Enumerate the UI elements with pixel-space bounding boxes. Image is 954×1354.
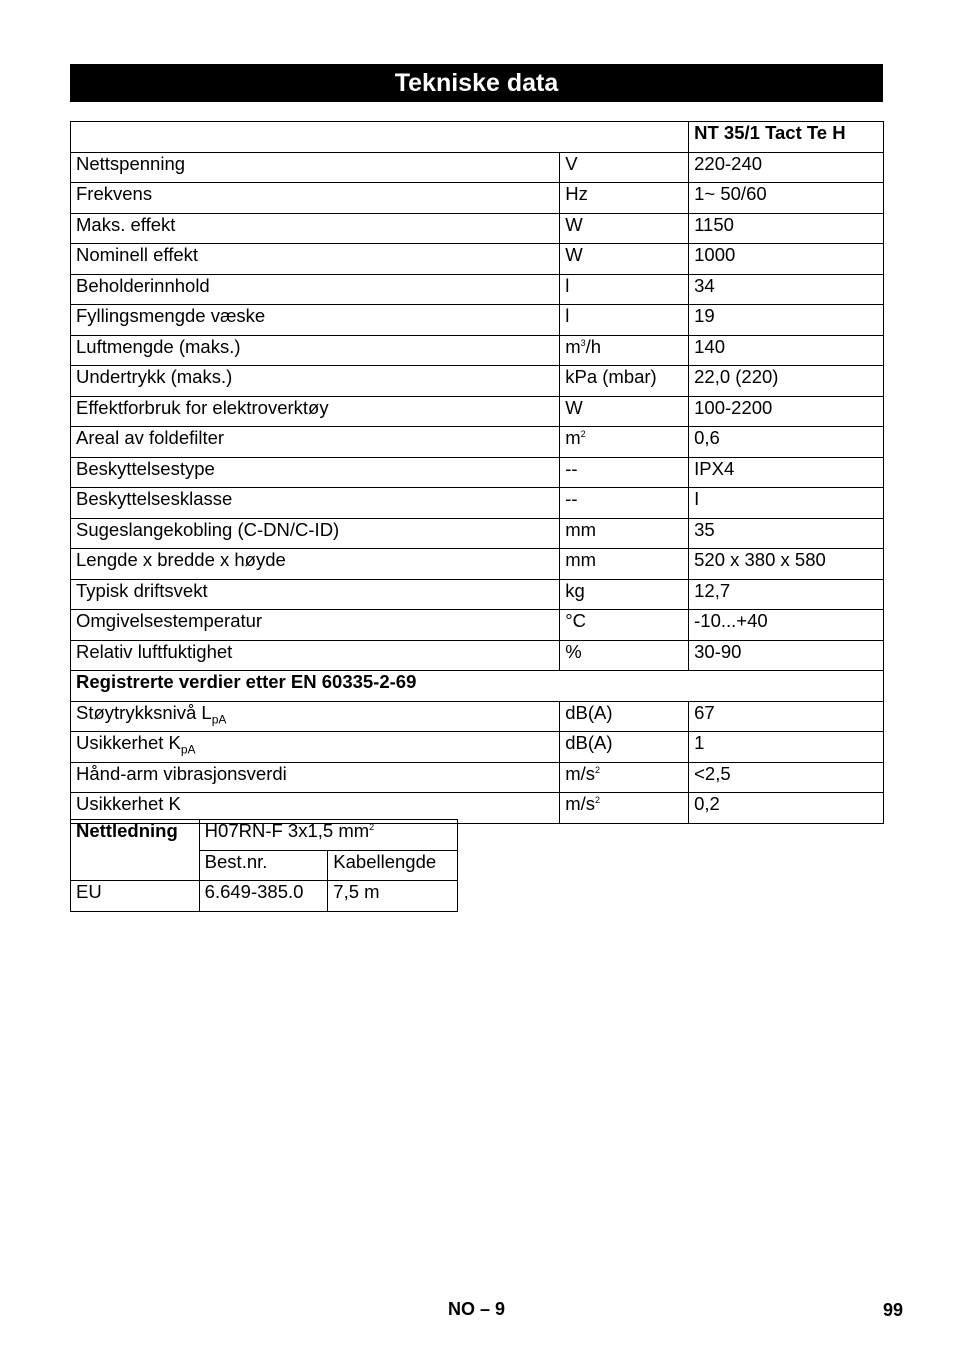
unit-superscript: 2 <box>580 428 586 439</box>
spec-unit: l <box>560 305 689 336</box>
table-row <box>71 335 884 366</box>
table-row <box>71 820 458 851</box>
spec-table <box>70 121 884 824</box>
spec-unit: dB(A) <box>560 732 689 763</box>
spec-unit: W <box>560 244 689 275</box>
cord-type-superscript: 2 <box>369 821 375 832</box>
spec-label: Beholderinnhold <box>71 274 560 305</box>
spec-value: 1150 <box>689 213 884 244</box>
unit-tail: /h <box>585 335 602 357</box>
table-row <box>71 213 884 244</box>
spec-label: Beskyttelsesklasse <box>71 488 560 519</box>
unit-superscript: 2 <box>595 794 601 805</box>
spec-unit <box>560 762 689 793</box>
spec-value: 520 x 380 x 580 <box>689 549 884 580</box>
spec-unit: kPa (mbar) <box>560 366 689 397</box>
cord-partno: 6.649-385.0 <box>199 881 328 912</box>
spec-label: Lengde x bredde x høyde <box>71 549 560 580</box>
unit-superscript: 3 <box>580 337 586 348</box>
spec-unit: Hz <box>560 183 689 214</box>
section-heading: Registrerte verdier etter EN 60335-2-69 <box>71 671 884 702</box>
spec-label: Areal av foldefilter <box>71 427 560 458</box>
spec-value: <2,5 <box>689 762 884 793</box>
spec-label: Sugeslangekobling (C-DN/C-ID) <box>71 518 560 549</box>
spec-label: Beskyttelsestype <box>71 457 560 488</box>
cord-region: EU <box>71 881 200 912</box>
spec-value: 1 <box>689 732 884 763</box>
spec-unit: mm <box>560 518 689 549</box>
spec-unit: -- <box>560 488 689 519</box>
page-title: Tekniske data <box>70 64 883 102</box>
spec-value: 19 <box>689 305 884 336</box>
table-row <box>71 610 884 641</box>
unit-base: m <box>565 427 581 448</box>
table-row <box>71 579 884 610</box>
spec-value: 22,0 (220) <box>689 366 884 397</box>
spec-value: -10...+40 <box>689 610 884 641</box>
table-row <box>71 183 884 214</box>
spec-label: Typisk driftsvekt <box>71 579 560 610</box>
spec-label: Hånd-arm vibrasjonsverdi <box>71 762 560 793</box>
label-subscript: pA <box>180 742 196 757</box>
table-row <box>71 427 884 458</box>
spec-value: 34 <box>689 274 884 305</box>
label-subscript: pA <box>211 712 227 727</box>
label-base: Usikkerhet K <box>76 732 181 753</box>
spec-value: I <box>689 488 884 519</box>
table-row <box>71 732 884 763</box>
spec-label: Nettspenning <box>71 152 560 183</box>
table-row <box>71 366 884 397</box>
table-row <box>71 305 884 336</box>
column-header-length: Kabellengde <box>328 850 458 881</box>
spec-unit: W <box>560 396 689 427</box>
spec-unit: W <box>560 213 689 244</box>
cord-type-base: H07RN-F 3x1,5 mm <box>204 820 370 841</box>
table-row <box>71 488 884 519</box>
spec-label: Frekvens <box>71 183 560 214</box>
table-row <box>71 122 884 153</box>
spec-unit: dB(A) <box>560 701 689 732</box>
unit-superscript: 2 <box>595 764 601 775</box>
spec-label: Luftmengde (maks.) <box>71 335 560 366</box>
table-row <box>71 152 884 183</box>
spec-value: 12,7 <box>689 579 884 610</box>
spec-label: Nominell effekt <box>71 244 560 275</box>
spec-unit: -- <box>560 457 689 488</box>
label-base: Støytrykksnivå L <box>76 701 212 723</box>
spec-value: 0,2 <box>689 793 884 824</box>
spec-unit: V <box>560 152 689 183</box>
table-row <box>71 518 884 549</box>
table-row <box>71 244 884 275</box>
spec-value: 140 <box>689 335 884 366</box>
unit-base: m <box>565 335 581 357</box>
spec-value: 220-240 <box>689 152 884 183</box>
spec-unit <box>560 793 689 824</box>
table-row <box>71 396 884 427</box>
spec-value: 67 <box>689 701 884 732</box>
cord-heading: Nettledning <box>71 820 200 881</box>
spec-unit: l <box>560 274 689 305</box>
table-row <box>71 549 884 580</box>
table-header-empty <box>71 122 689 153</box>
spec-unit: % <box>560 640 689 671</box>
unit-base: m/s <box>565 762 596 784</box>
spec-label: Undertrykk (maks.) <box>71 366 560 397</box>
spec-label: Maks. effekt <box>71 213 560 244</box>
cord-type <box>199 820 457 851</box>
table-row <box>71 881 458 912</box>
spec-unit: mm <box>560 549 689 580</box>
table-row <box>71 701 884 732</box>
spec-label: Effektforbruk for elektroverktøy <box>71 396 560 427</box>
spec-label: Fyllingsmengde væske <box>71 305 560 336</box>
spec-unit <box>560 335 689 366</box>
table-row <box>71 671 884 702</box>
table-row <box>71 274 884 305</box>
spec-value: 0,6 <box>689 427 884 458</box>
spec-value: 1000 <box>689 244 884 275</box>
spec-label <box>71 732 560 763</box>
spec-unit <box>560 427 689 458</box>
model-name: NT 35/1 Tact Te H <box>689 122 884 153</box>
spec-label: Relativ luftfuktighet <box>71 640 560 671</box>
spec-unit: °C <box>560 610 689 641</box>
spec-label: Usikkerhet K <box>71 793 560 824</box>
power-cord-table <box>70 819 458 912</box>
table-row <box>71 457 884 488</box>
table-row <box>71 762 884 793</box>
unit-base: m/s <box>565 793 596 814</box>
cord-length: 7,5 m <box>328 881 458 912</box>
spec-value: 1~ 50/60 <box>689 183 884 214</box>
spec-value: 30-90 <box>689 640 884 671</box>
spec-value: 35 <box>689 518 884 549</box>
spec-label <box>71 701 560 732</box>
spec-value: IPX4 <box>689 457 884 488</box>
spec-label: Omgivelsestemperatur <box>71 610 560 641</box>
page-number: 99 <box>883 1300 904 1320</box>
table-row <box>71 640 884 671</box>
column-header-partno: Best.nr. <box>199 850 328 881</box>
spec-value: 100-2200 <box>689 396 884 427</box>
spec-unit: kg <box>560 579 689 610</box>
footer-section-label: NO – 9 <box>448 1299 506 1319</box>
